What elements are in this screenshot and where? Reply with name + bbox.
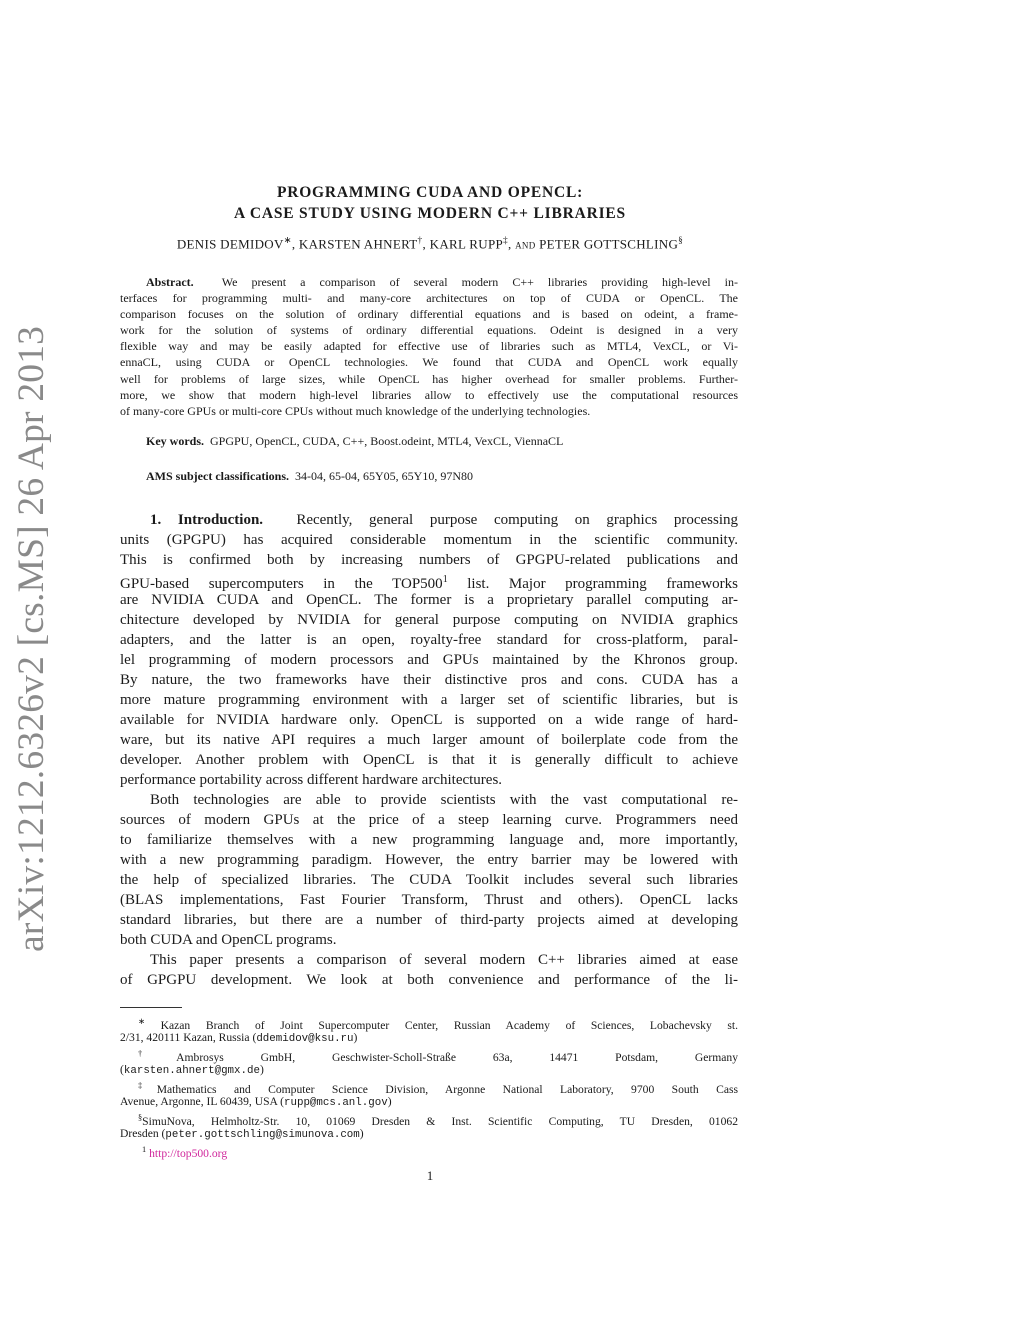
keywords-text: GPGPU, OpenCL, CUDA, C++, Boost.odeint, MTL4, VexCL, ViennaCL <box>210 434 564 448</box>
footnote-gottschling: §SimuNova, Helmholtz-Str. 10, 01069 Dresden & Inst. Scientific Computing, TU Dresden, 01062 Dresden (peter.gottschling@simunova.com) <box>120 1113 738 1141</box>
body-line: with a new programming paradigm. However, the entry barrier may be lowered with <box>120 852 738 868</box>
body-line: developer. Another problem with OpenCL is that it is generally difficult to achieve <box>120 752 738 768</box>
section-heading: 1. Introduction. <box>150 512 264 528</box>
body-line: performance portability across different hardware architectures. <box>120 772 503 788</box>
abstract-line: terfaces for programming multi- and many-core architectures on top of CUDA or OpenCL. The <box>120 291 738 306</box>
ams-classifications <box>146 469 473 484</box>
author-gottschling: PETER GOTTSCHLING <box>539 236 679 252</box>
abstract-line: well for problems of large sizes, while OpenCL has higher overhead for smaller problems. Further- <box>120 371 738 386</box>
keywords-label: Key words. <box>146 434 204 448</box>
body-line: 1. Introduction. Recently, general purpose computing on graphics processing <box>150 512 738 528</box>
email-link[interactable]: peter.gottschling@simunova.com <box>165 1129 360 1141</box>
body-line: sources of modern GPUs at the price of a steep learning curve. Programmers need <box>120 812 738 828</box>
body-line: GPU-based supercomputers in the $TOP500^1$ list. Major programming frameworks <box>120 574 738 592</box>
body-line: ware, but its native API requires a much larger amount of boilerplate code from the <box>120 732 738 748</box>
body-line: adapters, and the latter is an open, royalty-free standard for cross-platform, paral- <box>120 632 738 648</box>
abstract-line: ennaCL, using CUDA or OpenCL technologies. We found that CUDA and OpenCL work equally <box>120 355 738 370</box>
author-list: DENIS DEMIDOV∗, KARSTEN AHNERT†, KARL RUPP‡, and PETER GOTTSCHLING§ <box>176 236 684 252</box>
abstract-line: of many-core GPUs or multi-core CPUs without much knowledge of the underlying technologies. <box>120 403 591 418</box>
body-line: chitecture developed by NVIDIA for general purpose computing on NVIDIA graphics <box>120 612 738 628</box>
body-line: the help of specialized libraries. The CUDA Toolkit includes several such libraries <box>120 872 738 888</box>
author-gottschling-mark: § <box>678 236 684 246</box>
title-line-2: A CASE STUDY USING MODERN C++ LIBRARIES <box>234 205 626 222</box>
ams-text: 34-04, 65-04, 65Y05, 65Y10, 97N80 <box>295 469 473 483</box>
introduction-section <box>120 510 738 990</box>
keywords <box>146 434 563 449</box>
body-line: available for NVIDIA hardware only. OpenCL is supported on a wide range of hard- <box>120 712 738 728</box>
body-line: lel programming of modern processors and GPUs maintained by the Khronos group. <box>120 652 738 668</box>
body-line: to familiarize themselves with a new programming language and, more importantly, <box>120 832 738 848</box>
footnote-ahnert: †Ambrosys GmbH, Geschwister-Scholl-Straße 63a, 14471 Potsdam, Germany (karsten.ahnert@gmx.de) <box>120 1049 738 1077</box>
footnote-ref[interactable]: 1 <box>442 574 448 585</box>
body-line: (BLAS implementations, Fast Fourier Transform, Thrust and others). OpenCL lacks <box>120 892 738 908</box>
body-line: This is confirmed both by increasing numbers of GPGPU-related publications and <box>120 552 738 568</box>
author-demidov: DENIS DEMIDOV <box>176 236 284 252</box>
body-line: Both technologies are able to provide scientists with the vast computational re- <box>150 792 738 808</box>
author-and: and <box>515 236 536 252</box>
footnote-demidov: ∗ Kazan Branch of Joint Supercomputer Center, Russian Academy of Sciences, Lobachevsky st. 2/31, 420111 Kazan, Russia (ddemidov@ksu.ru) <box>120 1017 738 1045</box>
arxiv-identifier[interactable]: arXiv:1212.6326v2 [cs.MS] 26 Apr 2013 <box>11 325 52 952</box>
url-link[interactable]: http://top500.org <box>149 1146 228 1160</box>
footnote-top500: $^1$ http://top500.org <box>142 1145 228 1160</box>
footnote-rule <box>120 1007 182 1008</box>
abstract-label: Abstract. <box>146 275 194 289</box>
abstract-line: Abstract. We present a comparison of several modern C++ libraries providing high-level in- <box>146 275 738 289</box>
ams-label: AMS subject classifications. <box>146 469 289 483</box>
abstract-line: flexible way and may be easily adapted for effective use of libraries such as MTL4, VexCL, or Vi- <box>120 339 738 354</box>
email-link[interactable]: ddemidov@ksu.ru <box>256 1033 354 1045</box>
abstract-line: comparison focuses on the solution of ordinary differential equations and is based on odeint, a frame- <box>120 307 738 322</box>
body-line: more mature programming environment with a larger set of scientific libraries, but is <box>120 692 738 708</box>
page-number: 1 <box>426 1168 434 1183</box>
author-ahnert-mark: † <box>417 236 423 246</box>
abstract <box>120 274 738 419</box>
body-line: units (GPGPU) has acquired considerable momentum in the scientific community. <box>120 532 738 548</box>
title-line-1: PROGRAMMING CUDA AND OPENCL: <box>276 184 584 201</box>
footnote-rupp: ‡Mathematics and Computer Science Division, Argonne National Laboratory, 9700 South Cass Avenue, Argonne, IL 60439, USA (rupp@mcs.anl.gov) <box>120 1081 739 1109</box>
author-demidov-mark: ∗ <box>283 236 292 246</box>
body-line: This paper presents a comparison of several modern C++ libraries aimed at ease <box>150 952 738 968</box>
email-link[interactable]: karsten.ahnert@gmx.de <box>123 1065 260 1077</box>
body-line: both CUDA and OpenCL programs. <box>120 932 337 948</box>
body-line: of GPGPU development. We look at both convenience and performance of the li- <box>120 972 738 988</box>
abstract-line: more, we show that modern high-level libraries allow to effectively use the computational resources <box>120 387 738 402</box>
body-line: are NVIDIA CUDA and OpenCL. The former is a proprietary parallel computing ar- <box>120 592 738 608</box>
author-ahnert: KARSTEN AHNERT <box>298 236 418 252</box>
abstract-line: work for the solution of systems of ordinary differential equations. Odeint is designed in a very <box>120 323 738 338</box>
email-link[interactable]: rupp@mcs.anl.gov <box>284 1097 388 1109</box>
author-rupp-mark: ‡ <box>503 236 508 246</box>
body-line: By nature, the two frameworks have their distinctive pros and cons. CUDA has a <box>120 672 738 688</box>
author-rupp: KARL RUPP <box>429 236 504 252</box>
body-line: standard libraries, but there are a number of third-party projects aimed at developing <box>120 912 738 928</box>
